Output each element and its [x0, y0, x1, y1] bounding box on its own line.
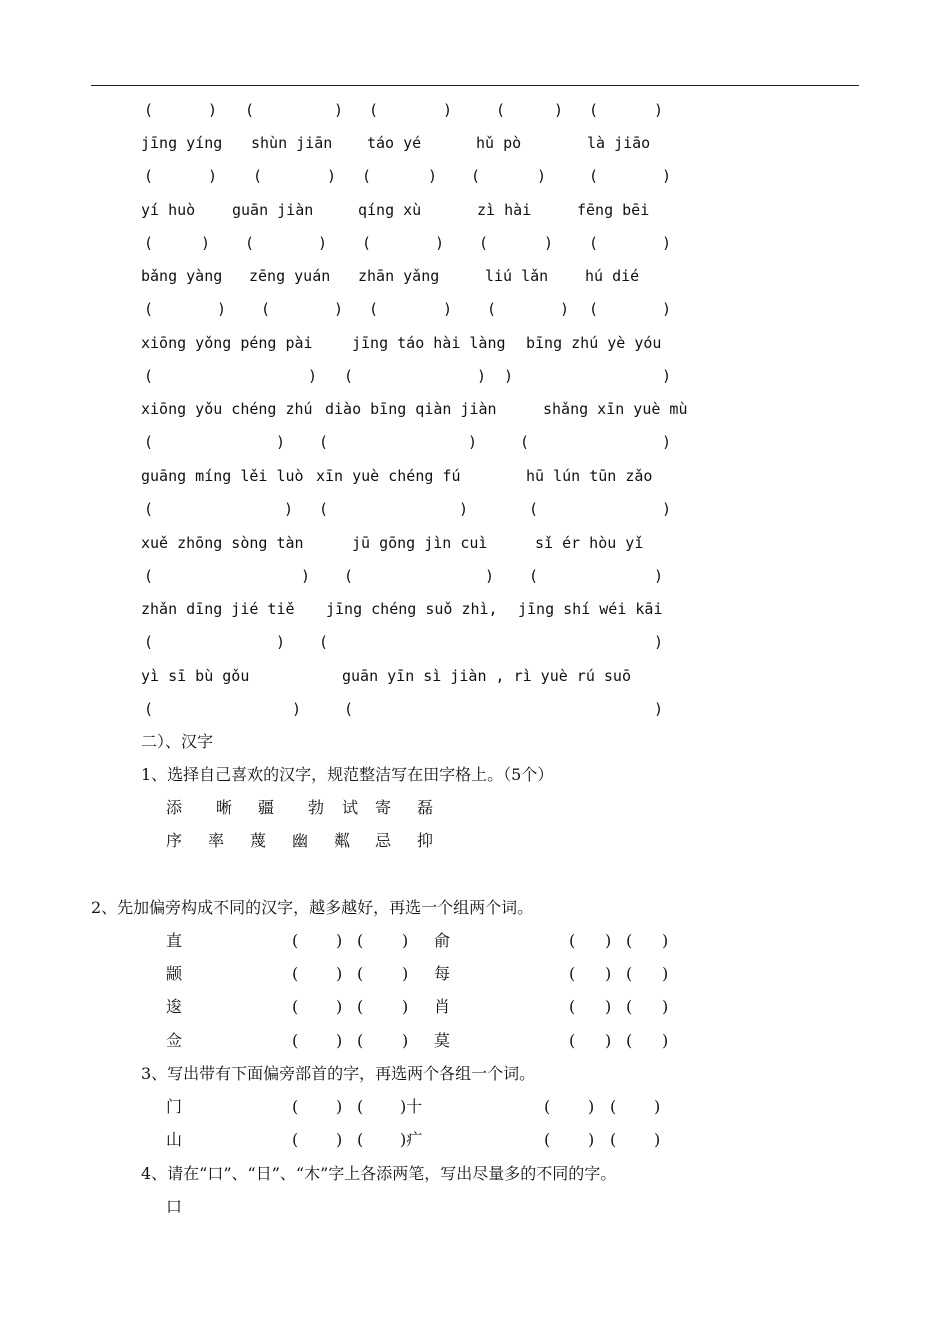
- paren-mark: (: [479, 234, 489, 252]
- chinese-text: 磊: [417, 798, 434, 817]
- chinese-text: ): [336, 997, 343, 1016]
- chinese-text: 口: [166, 1197, 183, 1216]
- paren-mark: (: [144, 234, 154, 252]
- chinese-text: 试: [342, 798, 359, 817]
- paren-mark: (: [319, 500, 329, 518]
- paren-mark: (: [529, 567, 539, 585]
- pinyin-word: hǔ pò: [476, 134, 522, 152]
- pinyin-row: [0, 398, 950, 420]
- chinese-text: (: [610, 1097, 617, 1116]
- chinese-text: (: [292, 997, 299, 1016]
- paren-mark: ): [443, 300, 453, 318]
- header-rule: [91, 85, 859, 86]
- pinyin-word: zhǎn dīng jié tiě: [141, 600, 295, 618]
- paren-mark: ): [308, 367, 318, 385]
- chinese-text: (: [626, 931, 633, 950]
- chinese-text: ): [654, 1097, 661, 1116]
- paren-mark: ): [504, 367, 514, 385]
- pinyin-row: [0, 199, 950, 221]
- chinese-text: (: [357, 997, 364, 1016]
- paren-mark: ): [662, 500, 672, 518]
- pinyin-word: xiōng yǒng péng pài: [141, 334, 313, 352]
- chinese-text: 晰: [216, 798, 233, 817]
- answer-blank-row: [0, 99, 950, 121]
- paren-mark: (: [245, 101, 255, 119]
- chinese-text: (: [292, 1097, 299, 1116]
- pinyin-word: táo yé: [367, 134, 422, 152]
- chinese-text: 逡: [166, 997, 183, 1016]
- chinese-text: (: [357, 1130, 364, 1149]
- text-row: [0, 1063, 950, 1085]
- paren-mark: (: [245, 234, 255, 252]
- chinese-text: 俞: [434, 931, 451, 950]
- pinyin-word: shùn jiān: [251, 134, 333, 152]
- chinese-text: ): [662, 931, 669, 950]
- chinese-text: (: [569, 1031, 576, 1050]
- pinyin-word: zì hài: [477, 201, 532, 219]
- paren-mark: (: [369, 101, 379, 119]
- paren-mark: (: [319, 433, 329, 451]
- chinese-text: (: [292, 1130, 299, 1149]
- paren-mark: (: [344, 700, 354, 718]
- pinyin-row: [0, 598, 950, 620]
- paren-mark: (: [529, 500, 539, 518]
- pinyin-row: [0, 265, 950, 287]
- answer-blank-row: [0, 165, 950, 187]
- chinese-text: 佥: [166, 1031, 183, 1050]
- chinese-text: (: [626, 964, 633, 983]
- paren-mark: ): [537, 167, 547, 185]
- paren-mark: ): [662, 167, 672, 185]
- chinese-text: ): [588, 1097, 595, 1116]
- chinese-text: (: [357, 1097, 364, 1116]
- paren-mark: ): [468, 433, 478, 451]
- paren-mark: ): [276, 633, 286, 651]
- chinese-text: (: [544, 1130, 551, 1149]
- paren-mark: ): [334, 300, 344, 318]
- pinyin-word: hú dié: [585, 267, 640, 285]
- chinese-text: ): [336, 964, 343, 983]
- paren-mark: (: [144, 700, 154, 718]
- chinese-text: 抑: [417, 831, 434, 850]
- pinyin-word: liú lǎn: [485, 267, 549, 285]
- chinese-text: 寄: [375, 798, 392, 817]
- paren-mark: (: [144, 101, 154, 119]
- paren-mark: (: [589, 167, 599, 185]
- pinyin-word: guāng míng lěi luò: [141, 467, 304, 485]
- paren-mark: ): [327, 167, 337, 185]
- chinese-text: 肖: [434, 997, 451, 1016]
- answer-blank-row: [0, 565, 950, 587]
- paren-mark: ): [654, 633, 664, 651]
- pinyin-word: sǐ ér hòu yǐ: [535, 534, 644, 552]
- pinyin-word: guān yīn sì jiàn , rì yuè rú suō: [342, 667, 631, 685]
- pinyin-word: bǎng yàng: [141, 267, 223, 285]
- answer-blank-row: [0, 232, 950, 254]
- paren-mark: (: [144, 167, 154, 185]
- text-row: [0, 963, 950, 985]
- paren-mark: ): [208, 101, 218, 119]
- chinese-text: (: [357, 1031, 364, 1050]
- paren-mark: ): [334, 101, 344, 119]
- chinese-text: ): [662, 1031, 669, 1050]
- paren-mark: ): [654, 567, 664, 585]
- pinyin-word: fēng bēi: [577, 201, 650, 219]
- chinese-text: ): [588, 1130, 595, 1149]
- chinese-text: (: [292, 1031, 299, 1050]
- paren-mark: ): [560, 300, 570, 318]
- chinese-text: ): [402, 964, 409, 983]
- paren-mark: ): [654, 101, 664, 119]
- chinese-text: 幽: [292, 831, 309, 850]
- chinese-text: 1、选择自己喜欢的汉字，规范整洁写在田字格上。（5个）: [141, 765, 554, 784]
- paren-mark: ): [428, 167, 438, 185]
- pinyin-word: jū gōng jìn cuì: [352, 534, 488, 552]
- paren-mark: ): [654, 700, 664, 718]
- paren-mark: (: [319, 633, 329, 651]
- chinese-text: ): [662, 964, 669, 983]
- paren-mark: (: [369, 300, 379, 318]
- chinese-text: 3、写出带有下面偏旁部首的字，再选两个各组一个词。: [141, 1064, 536, 1083]
- paren-mark: ): [554, 101, 564, 119]
- pinyin-word: xuě zhōng sòng tàn: [141, 534, 304, 552]
- paren-mark: ): [301, 567, 311, 585]
- chinese-text: )疒: [400, 1130, 423, 1149]
- chinese-text: 添: [166, 798, 183, 817]
- pinyin-word: zēng yuán: [249, 267, 331, 285]
- pinyin-word: diào bīng qiàn jiàn: [325, 400, 497, 418]
- chinese-text: (: [569, 964, 576, 983]
- pinyin-row: [0, 532, 950, 554]
- answer-blank-row: [0, 431, 950, 453]
- chinese-text: 二）、汉字: [141, 732, 214, 751]
- chinese-text: ): [402, 931, 409, 950]
- paren-mark: (: [144, 567, 154, 585]
- chinese-text: ): [336, 1097, 343, 1116]
- chinese-text: ): [336, 1031, 343, 1050]
- text-row: [0, 1163, 950, 1185]
- chinese-text: (: [357, 931, 364, 950]
- chinese-text: (: [569, 931, 576, 950]
- paren-mark: (: [589, 234, 599, 252]
- chinese-text: 2、先加偏旁构成不同的汉字，越多越好，再选一个组两个词。: [91, 898, 534, 917]
- pinyin-row: [0, 132, 950, 154]
- paren-mark: (: [589, 101, 599, 119]
- paren-mark: ): [201, 234, 211, 252]
- chinese-text: 疆: [258, 798, 275, 817]
- chinese-text: )十: [400, 1097, 423, 1116]
- chinese-text: ): [336, 931, 343, 950]
- chinese-text: 山: [166, 1130, 183, 1149]
- pinyin-row: [0, 332, 950, 354]
- paren-mark: ): [485, 567, 495, 585]
- chinese-text: 直: [166, 931, 183, 950]
- paren-mark: ): [544, 234, 554, 252]
- text-row: [0, 731, 950, 753]
- chinese-text: ): [605, 964, 612, 983]
- chinese-text: ): [336, 1130, 343, 1149]
- paren-mark: (: [344, 567, 354, 585]
- pinyin-row: [0, 665, 950, 687]
- answer-blank-row: [0, 631, 950, 653]
- chinese-text: (: [544, 1097, 551, 1116]
- paren-mark: (: [144, 633, 154, 651]
- paren-mark: (: [362, 234, 372, 252]
- paren-mark: (: [144, 500, 154, 518]
- paren-mark: ): [662, 433, 672, 451]
- pinyin-word: zhān yǎng: [358, 267, 440, 285]
- chinese-text: ): [402, 1031, 409, 1050]
- pinyin-word: qíng xù: [358, 201, 422, 219]
- chinese-text: (: [626, 997, 633, 1016]
- pinyin-word: xīn yuè chéng fú: [316, 467, 461, 485]
- paren-mark: ): [435, 234, 445, 252]
- answer-blank-row: [0, 365, 950, 387]
- paren-mark: (: [144, 367, 154, 385]
- chinese-text: 莫: [434, 1031, 451, 1050]
- chinese-text: ): [402, 997, 409, 1016]
- pinyin-word: xiōng yǒu chéng zhú: [141, 400, 313, 418]
- paren-mark: ): [208, 167, 218, 185]
- text-row: [0, 1196, 950, 1218]
- text-row: [0, 1129, 950, 1151]
- answer-blank-row: [0, 698, 950, 720]
- chinese-text: 序: [166, 831, 183, 850]
- paren-mark: ): [443, 101, 453, 119]
- pinyin-word: jīng yíng: [141, 134, 223, 152]
- chinese-text: 忌: [375, 831, 392, 850]
- chinese-text: ): [605, 931, 612, 950]
- paren-mark: (: [496, 101, 506, 119]
- text-row: [0, 930, 950, 952]
- paren-mark: (: [261, 300, 271, 318]
- paren-mark: ): [284, 500, 294, 518]
- pinyin-word: jīng chéng suǒ zhì,: [326, 600, 498, 618]
- paren-mark: ): [318, 234, 328, 252]
- answer-blank-row: [0, 298, 950, 320]
- paren-mark: (: [589, 300, 599, 318]
- chinese-text: (: [626, 1031, 633, 1050]
- chinese-text: 门: [166, 1097, 183, 1116]
- chinese-text: ): [654, 1130, 661, 1149]
- paren-mark: ): [662, 367, 672, 385]
- pinyin-word: jīng táo hài làng: [352, 334, 506, 352]
- paren-mark: (: [344, 367, 354, 385]
- pinyin-word: yì sī bù gǒu: [141, 667, 250, 685]
- chinese-text: 4、请在“口”、“日”、“木”字上各添两笔，写出尽量多的不同的字。: [141, 1164, 617, 1183]
- text-row: [0, 797, 950, 819]
- text-row: [0, 764, 950, 786]
- paren-mark: (: [487, 300, 497, 318]
- paren-mark: ): [217, 300, 227, 318]
- pinyin-word: shǎng xīn yuè mù: [543, 400, 688, 418]
- paren-mark: (: [471, 167, 481, 185]
- text-row: [0, 996, 950, 1018]
- chinese-text: 每: [434, 964, 451, 983]
- paren-mark: ): [459, 500, 469, 518]
- paren-mark: ): [662, 300, 672, 318]
- pinyin-row: [0, 465, 950, 487]
- chinese-text: ): [605, 1031, 612, 1050]
- chinese-text: 颛: [166, 964, 183, 983]
- paren-mark: ): [292, 700, 302, 718]
- chinese-text: 蔑: [250, 831, 267, 850]
- chinese-text: (: [569, 997, 576, 1016]
- pinyin-word: guān jiàn: [232, 201, 314, 219]
- paren-mark: (: [144, 433, 154, 451]
- chinese-text: (: [357, 964, 364, 983]
- chinese-text: 粼: [334, 831, 351, 850]
- chinese-text: (: [292, 964, 299, 983]
- chinese-text: 勃: [308, 798, 325, 817]
- pinyin-word: yí huò: [141, 201, 196, 219]
- chinese-text: ): [662, 997, 669, 1016]
- text-row: [0, 1030, 950, 1052]
- chinese-text: (: [610, 1130, 617, 1149]
- text-row: [0, 830, 950, 852]
- paren-mark: (: [362, 167, 372, 185]
- chinese-text: (: [292, 931, 299, 950]
- paren-mark: ): [477, 367, 487, 385]
- paren-mark: ): [276, 433, 286, 451]
- pinyin-word: jīng shí wéi kāi: [518, 600, 663, 618]
- chinese-text: 率: [208, 831, 225, 850]
- pinyin-word: bīng zhú yè yóu: [526, 334, 662, 352]
- paren-mark: (: [144, 300, 154, 318]
- paren-mark: (: [253, 167, 263, 185]
- pinyin-word: là jiāo: [587, 134, 651, 152]
- paren-mark: ): [662, 234, 672, 252]
- paren-mark: (: [520, 433, 530, 451]
- text-row: [0, 897, 950, 919]
- pinyin-word: hū lún tūn zǎo: [526, 467, 653, 485]
- chinese-text: ): [605, 997, 612, 1016]
- answer-blank-row: [0, 498, 950, 520]
- text-row: [0, 1096, 950, 1118]
